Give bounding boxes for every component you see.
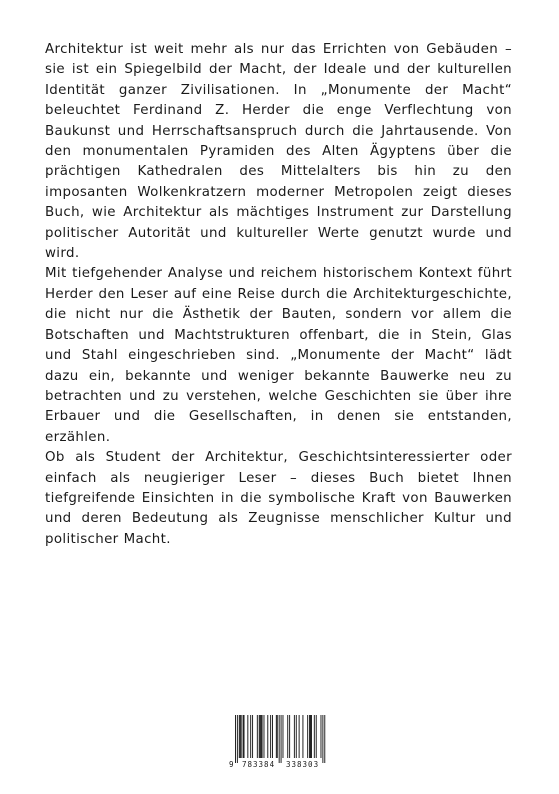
barcode-left-group: 783384: [242, 760, 276, 769]
barcode-bar: [237, 715, 238, 763]
barcode-lead-digit: 9: [229, 760, 234, 769]
barcode-bar: [272, 715, 273, 758]
barcode-bar: [324, 715, 325, 763]
barcode-bar: [289, 715, 290, 758]
barcode-bar: [307, 715, 308, 758]
barcode-right-group: 338303: [286, 760, 320, 769]
barcode-bar: [309, 715, 310, 758]
barcode-digits: [228, 759, 330, 771]
barcode-bar: [241, 715, 242, 758]
barcode-bar: [279, 715, 280, 763]
barcode-bar: [296, 715, 297, 758]
barcode-bar: [302, 715, 303, 758]
barcode-bar: [244, 715, 245, 758]
barcode-bar: [322, 715, 323, 763]
barcode-bar: [247, 715, 248, 758]
barcode-bar: [294, 715, 295, 758]
barcode-bar: [321, 715, 322, 758]
barcode-bar: [311, 715, 312, 758]
barcode-bar: [235, 715, 236, 763]
barcode-bar: [267, 715, 268, 758]
barcode-bars: [228, 715, 330, 765]
barcode-bar: [264, 715, 265, 758]
barcode-bar: [316, 715, 317, 758]
blurb-paragraph-1: Architektur ist weit mehr als nur das Errichten von Gebäuden – sie ist ein Spiegelbild der Macht, der Ideale und der kulturellen Identität ganzer Zivilisationen. In „Monumente der Macht“ beleuchtet Ferdinand Z. Herder die enge Verflechtung von Baukunst und Herrschaftsanspruch durch die Jahrtausende. Von den monumentalen Pyramiden des Alten Ägyptens über die prächtigen Kathedralen des Mittelalters bis hin zu den imposanten Wolkenkratzern moderner Metropolen zeigt dieses Buch, wie Architektur als mächtiges Instrument zur Darstellung politischer Autorität und kultureller Werte genutzt wurde und wird.: [45, 42, 512, 262]
barcode-bar: [277, 715, 278, 758]
barcode-bar: [259, 715, 260, 758]
barcode-bar: [287, 715, 288, 758]
barcode-bar: [314, 715, 315, 758]
barcode-bar: [283, 715, 284, 758]
blurb-text: [45, 40, 512, 550]
barcode-bar: [260, 715, 261, 758]
barcode-bar: [243, 715, 244, 758]
barcode-bar: [239, 715, 240, 758]
barcode-bar: [240, 715, 241, 758]
barcode-bar: [250, 715, 251, 758]
isbn-barcode: [228, 715, 330, 775]
barcode-bar: [257, 715, 258, 758]
barcode-bar: [310, 715, 311, 758]
barcode-bar: [276, 715, 277, 758]
barcode-bar: [270, 715, 271, 758]
barcode-bar: [262, 715, 263, 758]
barcode-bar: [252, 715, 253, 758]
barcode-bar: [299, 715, 300, 758]
blurb-paragraph-3: Ob als Student der Architektur, Geschichtsinteressierter oder einfach als neugieriger Leser – dieses Buch bietet Ihnen tiefgreifende Einsichten in die symbolische Kraft von Bauwerken und deren Bedeutung als Zeugnisse menschlicher Kultur und politischer Macht.: [45, 450, 512, 547]
barcode-bar: [281, 715, 282, 763]
blurb-paragraph-2: Mit tiefgehender Analyse und reichem historischem Kontext führt Herder den Leser auf eine Reise durch die Architekturgeschichte, die nicht nur die Ästhetik der Bauten, sondern vor allem die Botschaften und Machtstrukturen offenbart, die in Stein, Glas und Stahl eingeschrieben sind. „Monumente der Macht“ lädt dazu ein, bekannte und weniger bekannte Bauwerke neu zu betrachten und zu verstehen, welche Geschichten sie über ihre Erbauer und die Gesellschaften, in denen sie entstanden, erzählen.: [45, 266, 512, 445]
barcode-bar: [261, 715, 262, 758]
